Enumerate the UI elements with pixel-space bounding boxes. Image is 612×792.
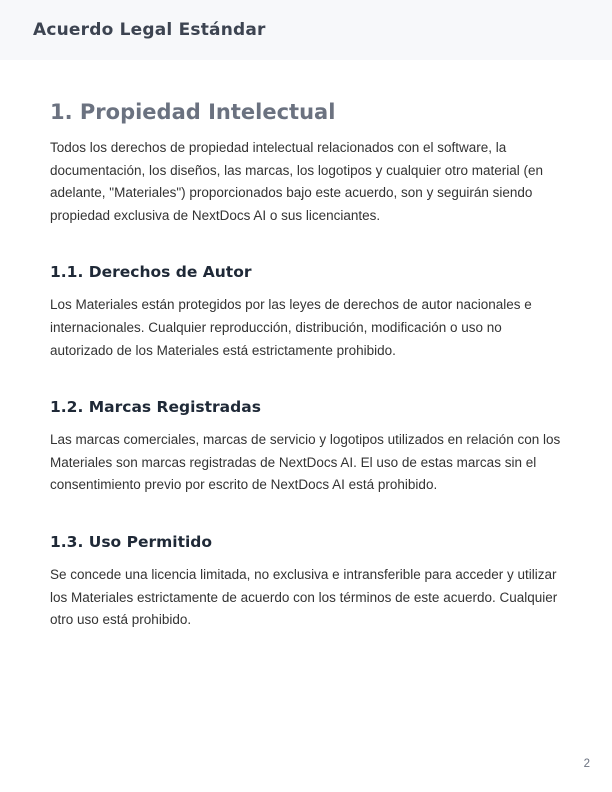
document-content (0, 60, 612, 632)
section-heading-1-2: 1.2. Marcas Registradas (50, 398, 261, 417)
page-number: 2 (583, 758, 590, 770)
section-paragraph-1-2: Las marcas comerciales, marcas de servicio y logotipos utilizados en relación con los Materiales son marcas registradas de NextDocs AI. El uso de estas marcas sin el consentimiento previo por escrito de NextDocs AI está prohibido. (50, 432, 561, 493)
chapter-intro-paragraph: Todos los derechos de propiedad intelectual relacionados con el software, la documentación, los diseños, las marcas, los logotipos y cualquier otro material (en adelante, "Materiales") proporcionados bajo este acuerdo, son y seguirán siendo propiedad exclusiva de NextDocs AI o sus licenciantes. (50, 140, 543, 223)
section-heading-1-1: 1.1. Derechos de Autor (50, 263, 252, 282)
document-header-title: Acuerdo Legal Estándar (33, 20, 266, 40)
section-paragraph-1-3: Se concede una licencia limitada, no exclusiva e intransferible para acceder y utilizar los Materiales estrictamente de acuerdo con los términos de este acuerdo. Cualquier otro uso está prohibido. (50, 566, 558, 628)
section-paragraph-1-1: Los Materiales están protegidos por las leyes de derechos de autor nacionales e internacionales. Cualquier reproducción, distribución, modificación o uso no autorizado de los Materiales está estrictamente prohibido. (50, 297, 532, 358)
section-heading-1-3: 1.3. Uso Permitido (50, 532, 213, 551)
document-header (0, 0, 612, 60)
chapter-title: 1. Propiedad Intelectual (50, 100, 336, 124)
